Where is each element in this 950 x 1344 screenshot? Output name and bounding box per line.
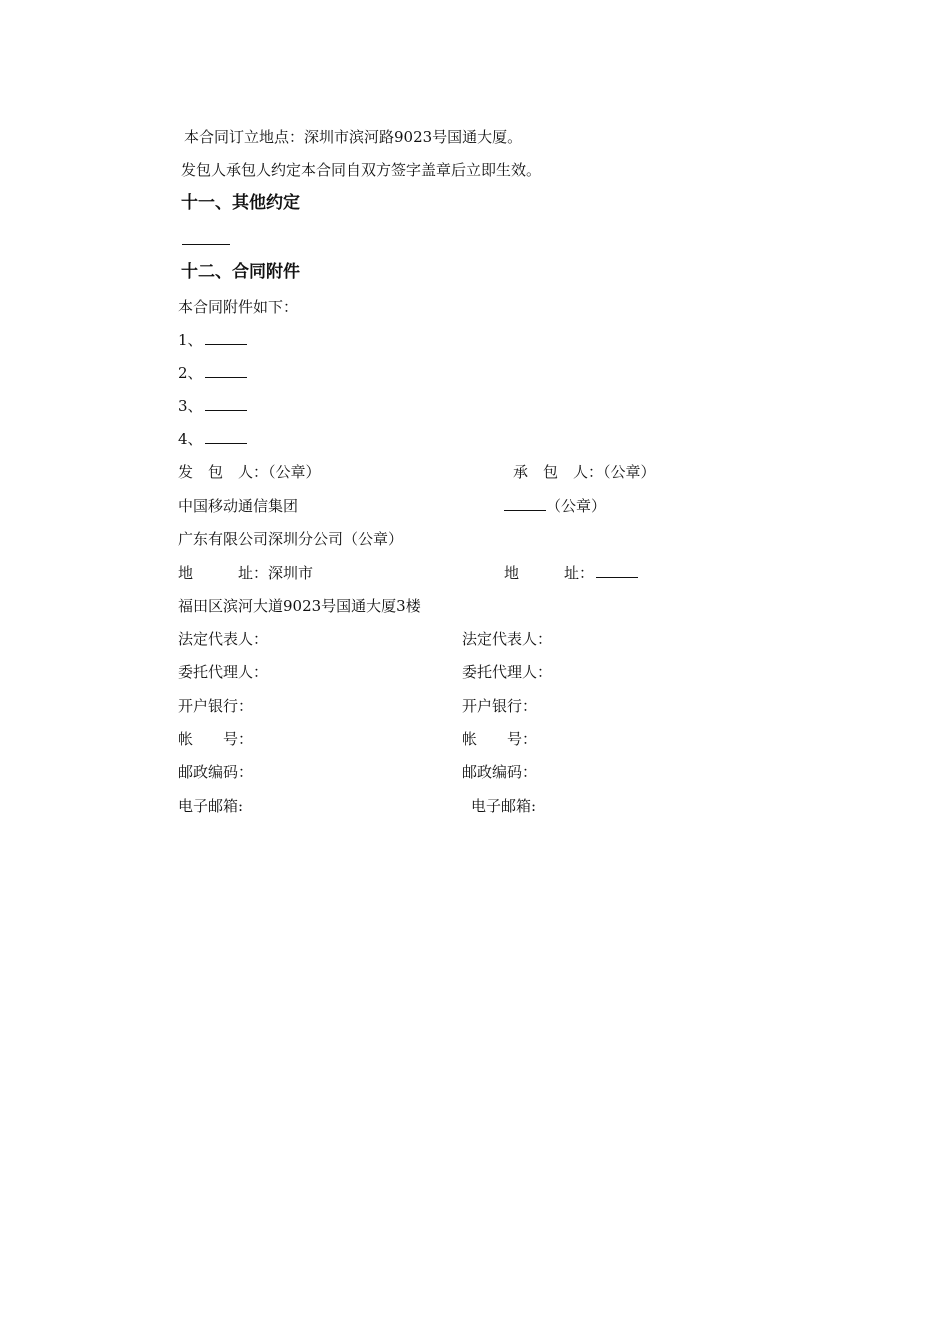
party-a-postal-code: 邮政编码： xyxy=(178,763,254,781)
attachment-blank xyxy=(205,429,247,444)
party-b-name-blank xyxy=(504,496,546,511)
attachment-item-number: 1、 xyxy=(178,331,203,349)
attachment-blank xyxy=(205,330,247,345)
party-b-account: 帐 号： xyxy=(462,730,538,748)
party-b-bank: 开户银行： xyxy=(462,697,538,715)
party-b-address xyxy=(504,563,638,583)
party-b-name xyxy=(504,496,606,516)
party-a-name-line2: 广东有限公司深圳分公司（公章） xyxy=(178,530,404,548)
party-a-label: 发 包 人：（公章） xyxy=(178,463,321,481)
party-a-address: 地 址：深圳市 xyxy=(178,564,314,582)
attachment-item xyxy=(178,330,247,350)
attachment-item xyxy=(178,363,247,383)
party-b-seal-text: （公章） xyxy=(546,497,607,515)
party-b-email: 电子邮箱: xyxy=(471,797,537,815)
attachments-intro: 本合同附件如下： xyxy=(178,298,299,316)
attachment-blank xyxy=(205,396,247,411)
attachment-item xyxy=(178,396,247,416)
party-b-address-blank xyxy=(596,563,638,578)
section-11-heading: 十一、其他约定 xyxy=(181,193,300,213)
attachment-item-number: 3、 xyxy=(178,397,203,415)
party-b-legal-rep: 法定代表人： xyxy=(462,630,553,648)
party-b-postal-code: 邮政编码： xyxy=(462,763,538,781)
party-a-address-line2: 福田区滨河大道9023号国通大厦3楼 xyxy=(178,597,421,615)
party-a-account: 帐 号： xyxy=(178,730,254,748)
effective-clause-text: 发包人承包人约定本合同自双方签字盖章后立即生效。 xyxy=(181,161,542,179)
other-terms-blank xyxy=(182,244,230,245)
party-b-agent: 委托代理人： xyxy=(462,663,553,681)
party-a-agent: 委托代理人： xyxy=(178,663,269,681)
attachment-blank xyxy=(205,363,247,378)
attachment-item-number: 4、 xyxy=(178,430,203,448)
party-b-label: 承 包 人：（公章） xyxy=(513,463,656,481)
party-a-legal-rep: 法定代表人： xyxy=(178,630,269,648)
party-b-address-label: 地 址： xyxy=(504,564,595,582)
party-a-name-line1: 中国移动通信集团 xyxy=(178,497,299,515)
signing-place-text: 本合同订立地点：深圳市滨河路9023号国通大厦。 xyxy=(184,128,523,146)
section-12-heading: 十二、合同附件 xyxy=(181,262,300,282)
attachment-item xyxy=(178,429,247,449)
party-a-email: 电子邮箱: xyxy=(178,797,244,815)
attachment-item-number: 2、 xyxy=(178,364,203,382)
party-a-bank: 开户银行： xyxy=(178,697,254,715)
